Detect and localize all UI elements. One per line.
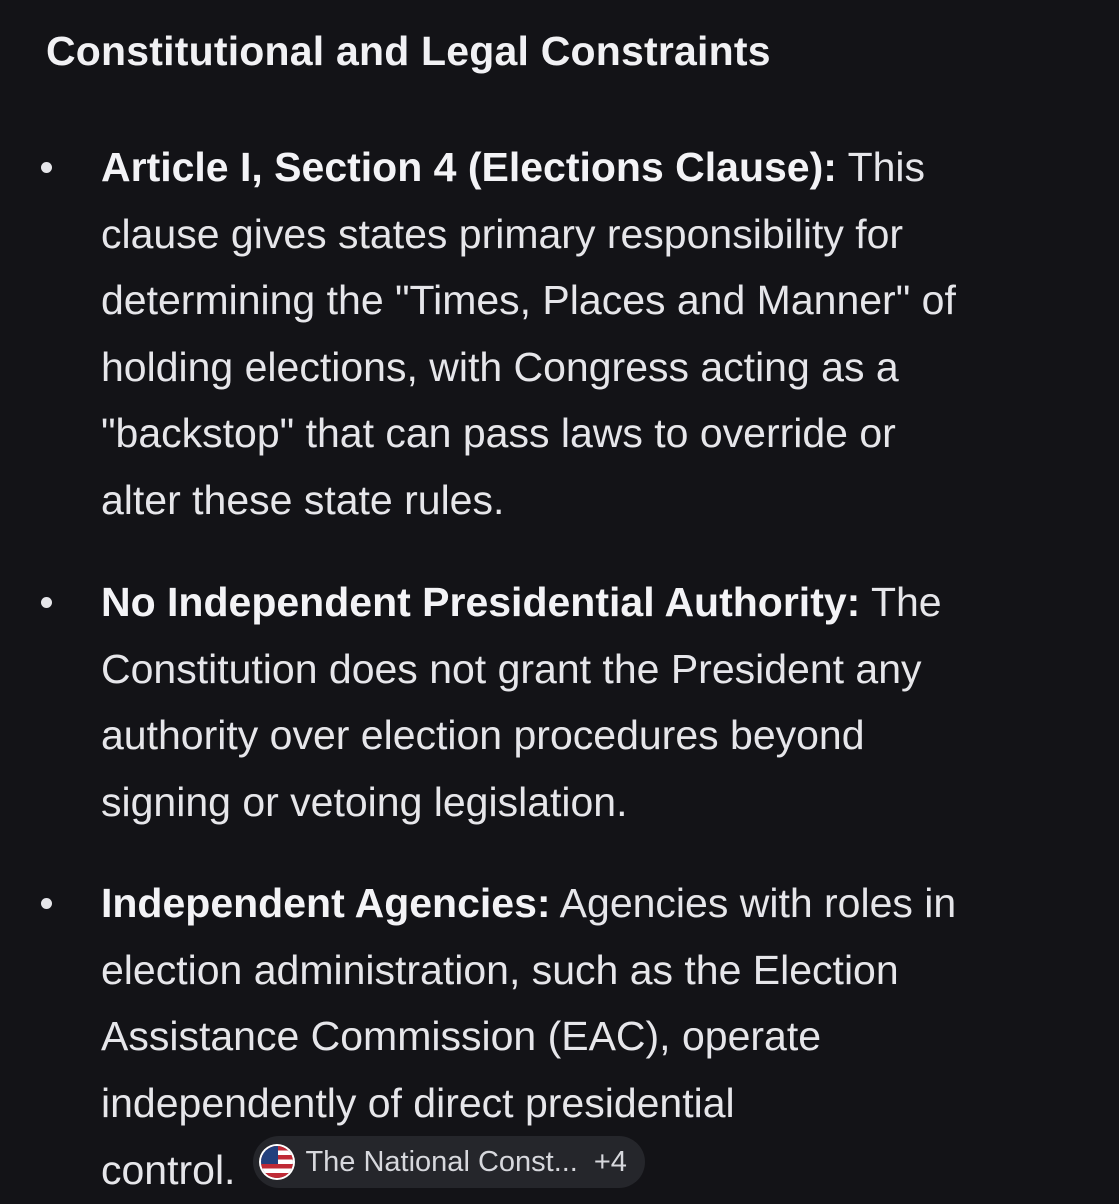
list-item xyxy=(101,569,1101,835)
item-first-line xyxy=(101,134,1101,201)
source-chip[interactable] xyxy=(253,1136,645,1188)
item-text-line: independently of direct presidential xyxy=(101,1079,735,1126)
item-text-line: Assistance Commission (EAC), operate xyxy=(101,1013,822,1059)
item-text-line: election administration, such as the Election xyxy=(101,946,899,993)
item-text-line: authority over election procedures beyond xyxy=(101,712,865,758)
item-text-line: alter these state rules. xyxy=(101,476,505,523)
item-label: Article I, Section 4 (Elections Clause): xyxy=(101,144,837,190)
bullet-icon xyxy=(41,898,52,909)
list-item xyxy=(101,870,1101,1204)
bullet-icon xyxy=(41,597,52,608)
item-text: control. xyxy=(101,1147,236,1193)
item-text: The xyxy=(860,579,942,625)
item-text: Agencies with roles in xyxy=(550,880,957,926)
item-label: No Independent Presidential Authority: xyxy=(101,579,861,625)
item-text-line: clause gives states primary responsibility for xyxy=(101,210,904,257)
item-last-line xyxy=(101,1136,1101,1204)
item-first-line xyxy=(101,870,1101,937)
item-text: This xyxy=(836,144,926,190)
item-text-line: Constitution does not grant the President any xyxy=(101,645,922,692)
us-flag-icon xyxy=(261,1146,293,1178)
section-heading: Constitutional and Legal Constraints xyxy=(46,28,771,74)
source-chip-count: +4 xyxy=(593,1146,627,1178)
list-item xyxy=(101,134,1101,533)
item-label: Independent Agencies: xyxy=(101,880,551,926)
item-first-line xyxy=(101,569,1101,636)
item-text-line: "backstop" that can pass laws to override or xyxy=(101,410,896,456)
bullet-icon xyxy=(41,162,52,173)
source-chip-title: The National Const... xyxy=(305,1146,578,1178)
item-text-line: determining the "Times, Places and Manner" of xyxy=(101,277,956,323)
item-text-line: holding elections, with Congress acting as a xyxy=(101,343,899,390)
item-text-line: signing or vetoing legislation. xyxy=(101,778,628,825)
